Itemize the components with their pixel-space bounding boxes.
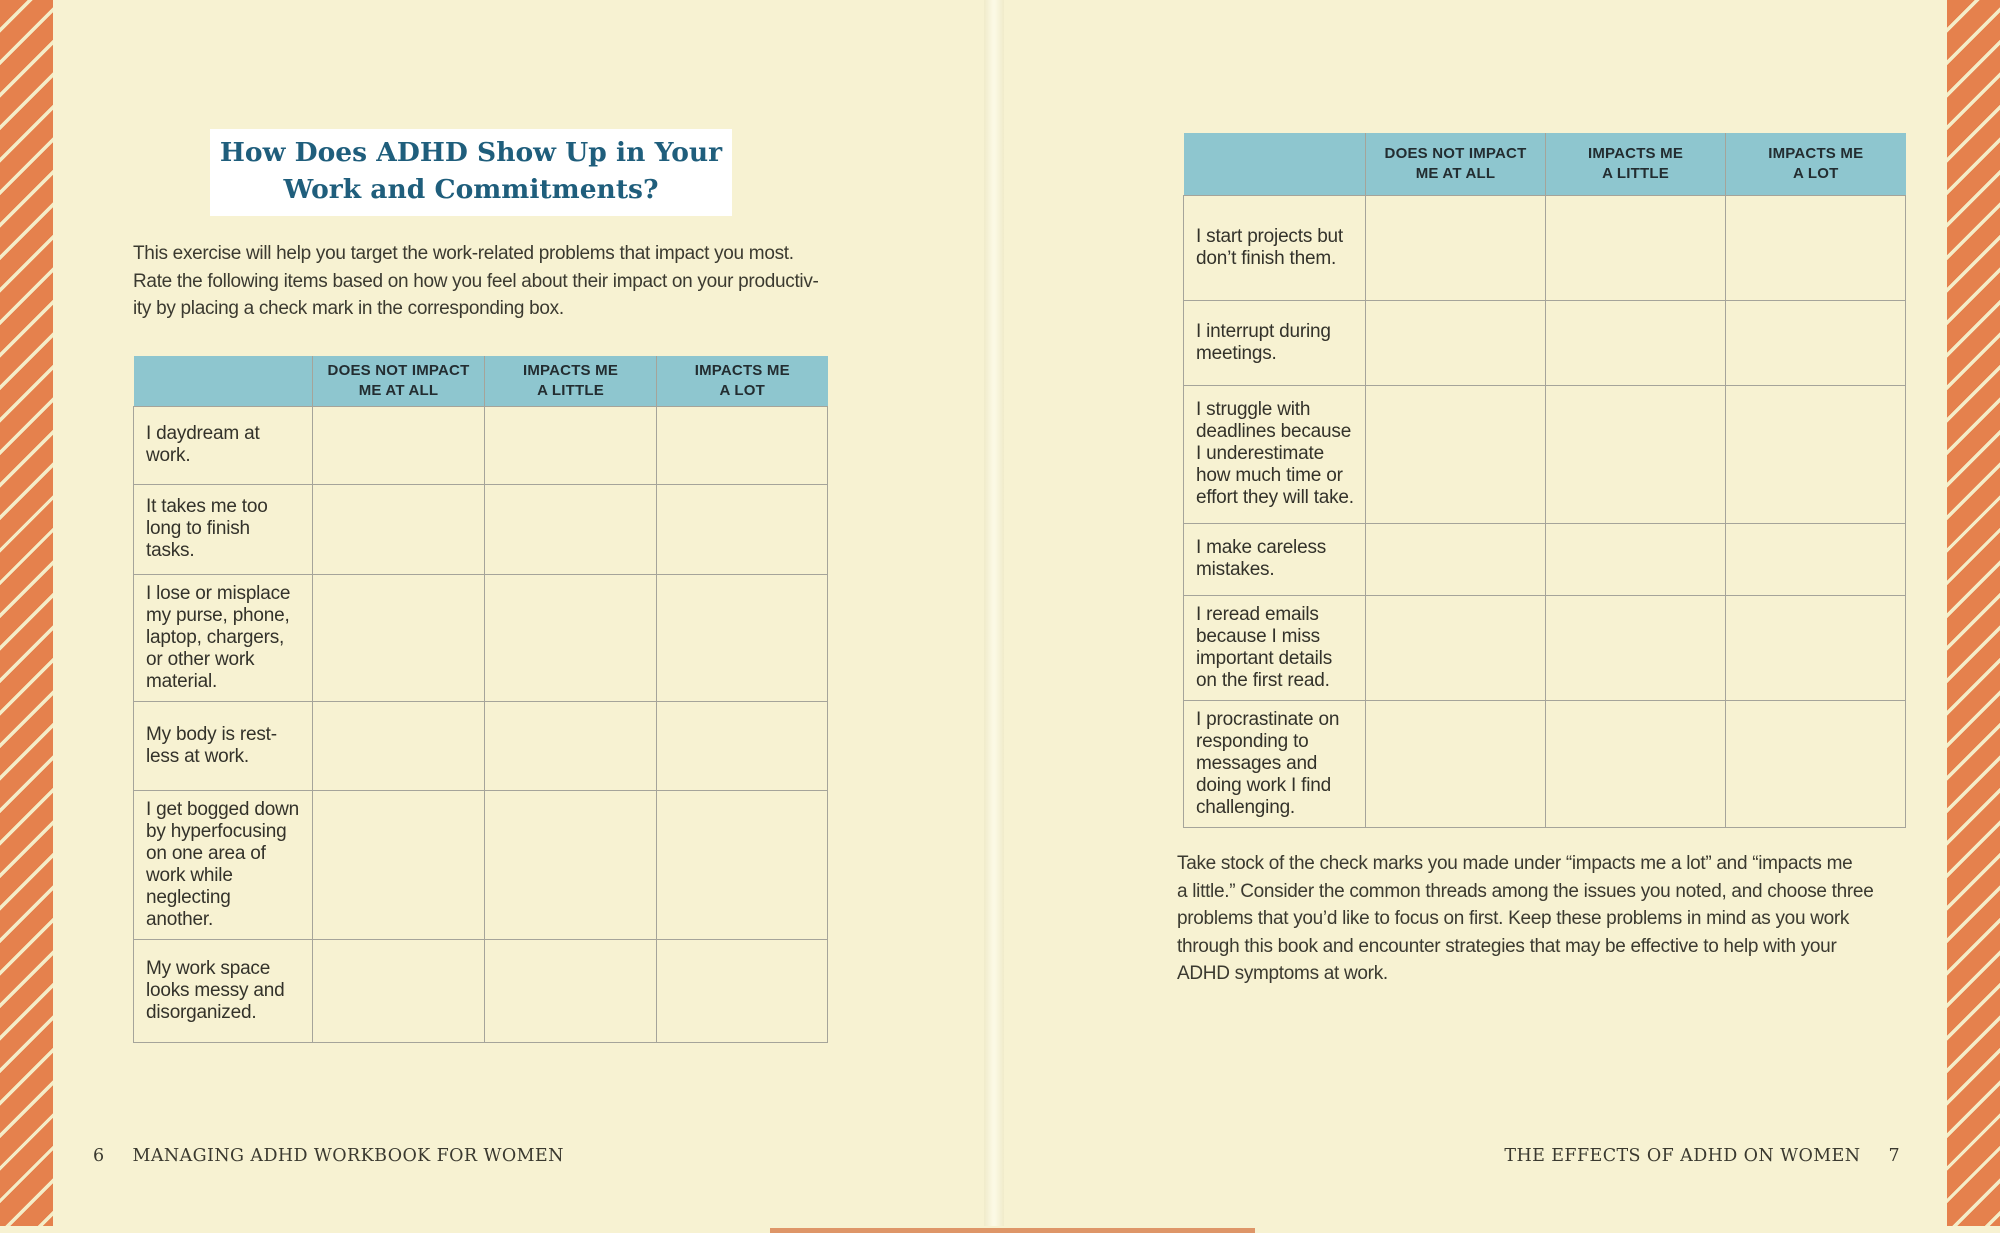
section-title-line1: How Does ADHD Show Up in Your [219,137,723,168]
cover-edge-bottom [770,1228,1255,1233]
row-label: I make careless mistakes. [1184,523,1366,595]
work-impact-table-left [133,356,828,1043]
header-corner-cell [134,356,313,406]
row-label: I struggle with deadlines because I underestimate how much time or effort they will take. [1184,385,1366,523]
closing-line: Take stock of the check marks you made under “impacts me a lot” and “impacts me [1177,853,1853,874]
closing-line: ADHD symptoms at work. [1177,963,1388,984]
check-cell[interactable] [485,701,657,790]
check-cell[interactable] [1546,195,1726,300]
row-label: I interrupt during meetings. [1184,300,1366,385]
closing-line: through this book and encounter strategies that may be effective to help with your [1177,935,1837,957]
header-text: A LITTLE [537,381,604,399]
table-row [134,406,828,484]
check-cell[interactable] [1726,300,1906,385]
closing-paragraph [1177,850,1873,988]
check-cell[interactable] [657,701,828,790]
check-cell[interactable] [1366,195,1546,300]
table-row [134,790,828,939]
check-cell[interactable] [1726,595,1906,700]
running-title: THE EFFECTS OF ADHD ON WOMEN [1504,1146,1861,1166]
table-row [134,484,828,574]
cover-stripe-left [0,0,53,1226]
header-text: IMPACTS ME [522,362,619,380]
intro-line: This exercise will help you target the work-related problems that impact you most. [133,243,794,264]
header-text: DOES NOT IMPACT [1384,145,1527,163]
row-label: I daydream at work. [134,406,313,484]
table-row [134,701,828,790]
check-cell[interactable] [1366,595,1546,700]
header-impacts-a-lot [657,356,828,406]
running-title: MANAGING ADHD WORKBOOK FOR WOMEN [132,1146,564,1166]
check-cell[interactable] [1366,385,1546,523]
page-number: 7 [1888,1146,1900,1166]
page-gutter [984,0,1004,1226]
header-text: ME AT ALL [358,381,439,399]
check-cell[interactable] [657,790,828,939]
check-cell[interactable] [1366,523,1546,595]
header-impacts-a-lot [1726,133,1906,195]
header-does-not-impact [1366,133,1546,195]
intro-line: Rate the following items based on how you feel about their impact on your productiv- [133,270,819,292]
header-impacts-a-little [485,356,657,406]
check-cell[interactable] [1726,700,1906,827]
section-title [210,129,732,216]
check-cell[interactable] [657,939,828,1042]
header-text: A LITTLE [1602,164,1669,182]
check-cell[interactable] [313,939,485,1042]
table-header-row [1184,133,1906,195]
table-row [1184,195,1906,300]
cover-stripe-right [1947,0,2000,1226]
table-row [134,939,828,1042]
check-cell[interactable] [657,484,828,574]
check-cell[interactable] [313,406,485,484]
header-text: DOES NOT IMPACT [327,362,470,380]
row-label: I procrastinate on responding to messages and doing work I find challenging. [1184,700,1366,827]
table-row [1184,595,1906,700]
section-title-line2: Work and Commitments? [283,174,659,205]
check-cell[interactable] [313,484,485,574]
check-cell[interactable] [1546,523,1726,595]
check-cell[interactable] [313,790,485,939]
check-cell[interactable] [657,574,828,701]
right-page-footer [1504,1146,1900,1166]
check-cell[interactable] [1366,300,1546,385]
row-label: I reread emails because I miss important details on the first read. [1184,595,1366,700]
check-cell[interactable] [485,574,657,701]
table-row [1184,300,1906,385]
check-cell[interactable] [313,574,485,701]
check-cell[interactable] [313,701,485,790]
header-impacts-a-little [1546,133,1726,195]
check-cell[interactable] [1546,385,1726,523]
row-label: My body is rest-less at work. [134,701,313,790]
row-label: My work space looks messy and disorganized. [134,939,313,1042]
check-cell[interactable] [485,484,657,574]
closing-line: problems that you’d like to focus on first. Keep these problems in mind as you work [1177,908,1850,929]
check-cell[interactable] [657,406,828,484]
header-text: A LOT [1793,164,1839,182]
table-row [1184,700,1906,827]
check-cell[interactable] [485,939,657,1042]
check-cell[interactable] [485,406,657,484]
row-label: It takes me too long to finish tasks. [134,484,313,574]
header-text: IMPACTS ME [694,362,790,380]
header-text: ME AT ALL [1415,164,1496,182]
intro-line: ity by placing a check mark in the corresponding box. [133,298,564,319]
header-text: IMPACTS ME [1768,145,1864,163]
check-cell[interactable] [485,790,657,939]
page-number: 6 [93,1146,105,1166]
row-label: I lose or misplace my purse, phone, laptop, chargers, or other work material. [134,574,313,701]
check-cell[interactable] [1726,385,1906,523]
work-impact-table-right [1183,133,1906,828]
intro-paragraph [133,240,819,323]
check-cell[interactable] [1726,195,1906,300]
header-text: IMPACTS ME [1587,145,1684,163]
row-label: I start projects but don’t finish them. [1184,195,1366,300]
header-does-not-impact [313,356,485,406]
left-page-footer [93,1146,564,1166]
table-row [134,574,828,701]
check-cell[interactable] [1546,300,1726,385]
check-cell[interactable] [1366,700,1546,827]
check-cell[interactable] [1726,523,1906,595]
row-label: I get bogged down by hyperfocusing on one area of work while neglecting another. [134,790,313,939]
table-row [1184,385,1906,523]
header-corner-cell [1184,133,1366,195]
check-cell[interactable] [1546,595,1726,700]
closing-line: a little.” Consider the common threads among the issues you noted, and choose three [1177,880,1874,902]
table-row [1184,523,1906,595]
header-text: A LOT [719,381,765,399]
table-header-row [134,356,828,406]
check-cell[interactable] [1546,700,1726,827]
